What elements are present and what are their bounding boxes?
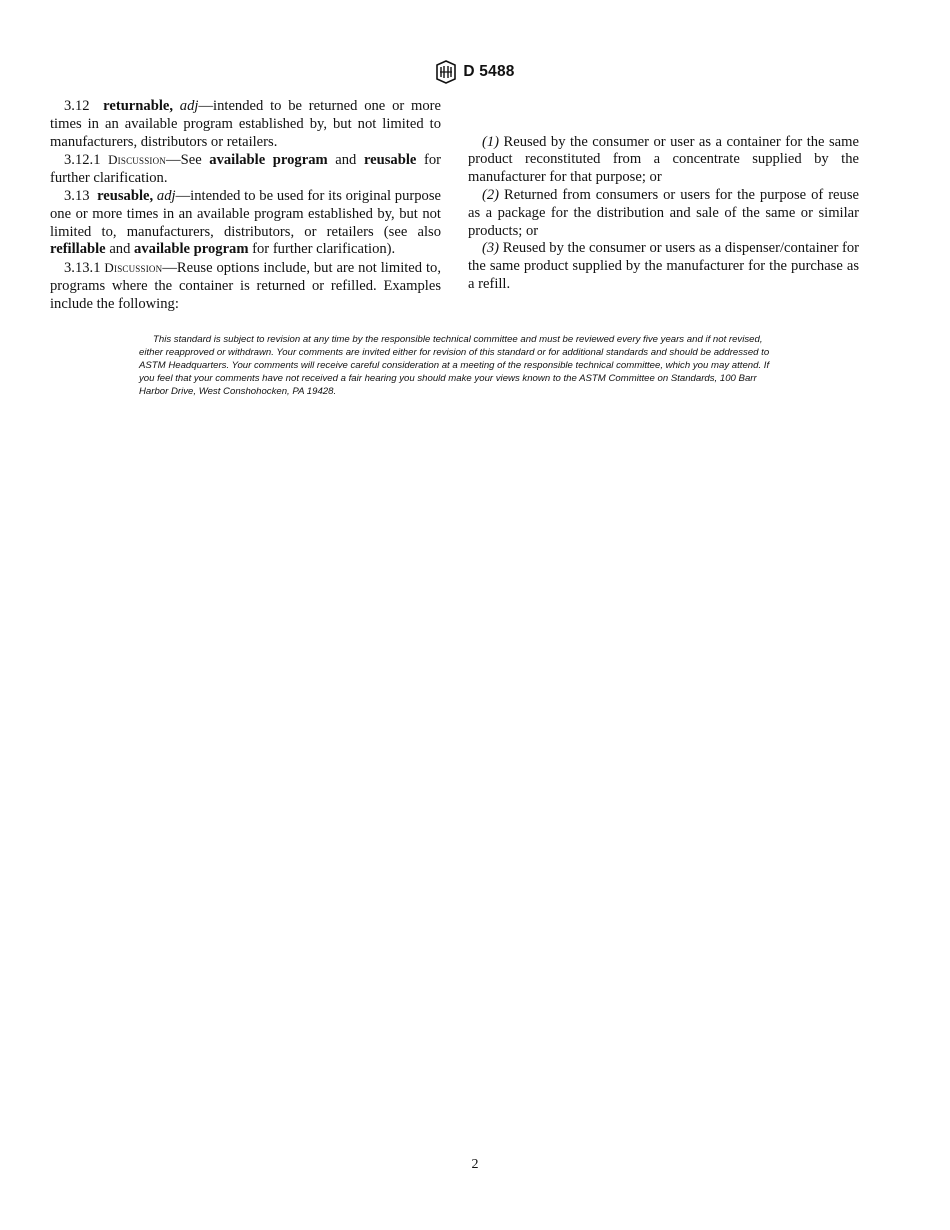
page-header xyxy=(0,60,950,89)
page-number: 2 xyxy=(471,1157,479,1172)
right-column xyxy=(468,98,859,294)
section-3-12-1: 3.12.1 Discussion—See available program and reusable for further clarification. xyxy=(50,152,441,187)
left-column xyxy=(50,98,441,314)
astm-logo-icon xyxy=(435,60,457,84)
section-3-13: 3.13 reusable, adj—intended to be used for its original purpose one or more times in an available program established by, but not limited to, manufacturers, distributors, or retailers (see also refillable and available program for further clarification). xyxy=(50,187,441,258)
example-item-1: (1) Reused by the consumer or user as a container for the same product reconstituted from a concentrate supplied by the manufacturer for that purpose; or xyxy=(468,133,859,186)
example-item-3: (3) Reused by the consumer or users as a dispenser/container for the same product supplied by the manufacturer for the purchase as a refill. xyxy=(468,240,859,292)
example-item-2: (2) Returned from consumers or users for the purpose of reuse as a package for the distribution and sale of the same or similar products; or xyxy=(468,186,859,239)
standard-revision-notice: This standard is subject to revision at any time by the responsible technical committee and must be reviewed every five years and if not revised, either reapproved or withdrawn. Your comments are invited either for revision of this standard or for additional standards and should be addressed to ASTM Headquarters. Your comments will receive careful consideration at a meeting of the responsible technical committee, which you may attend. If you feel that your comments have not received a fair hearing you should make your views known to the ASTM Committee on Standards, 100 Barr Harbor Drive, West Conshohocken, PA 19428. xyxy=(139,334,770,397)
section-3-13-1: 3.13.1 Discussion—Reuse options include, but are not limited to, programs where the container is returned or refilled. Examples include the following: xyxy=(50,260,441,312)
document-designation: D 5488 xyxy=(463,63,515,80)
example-list-spacer xyxy=(468,98,859,134)
section-3-12: 3.12 returnable, adj—intended to be returned one or more times in an available program established by, but not limited to manufacturers, distributors or retailers. xyxy=(50,98,442,150)
